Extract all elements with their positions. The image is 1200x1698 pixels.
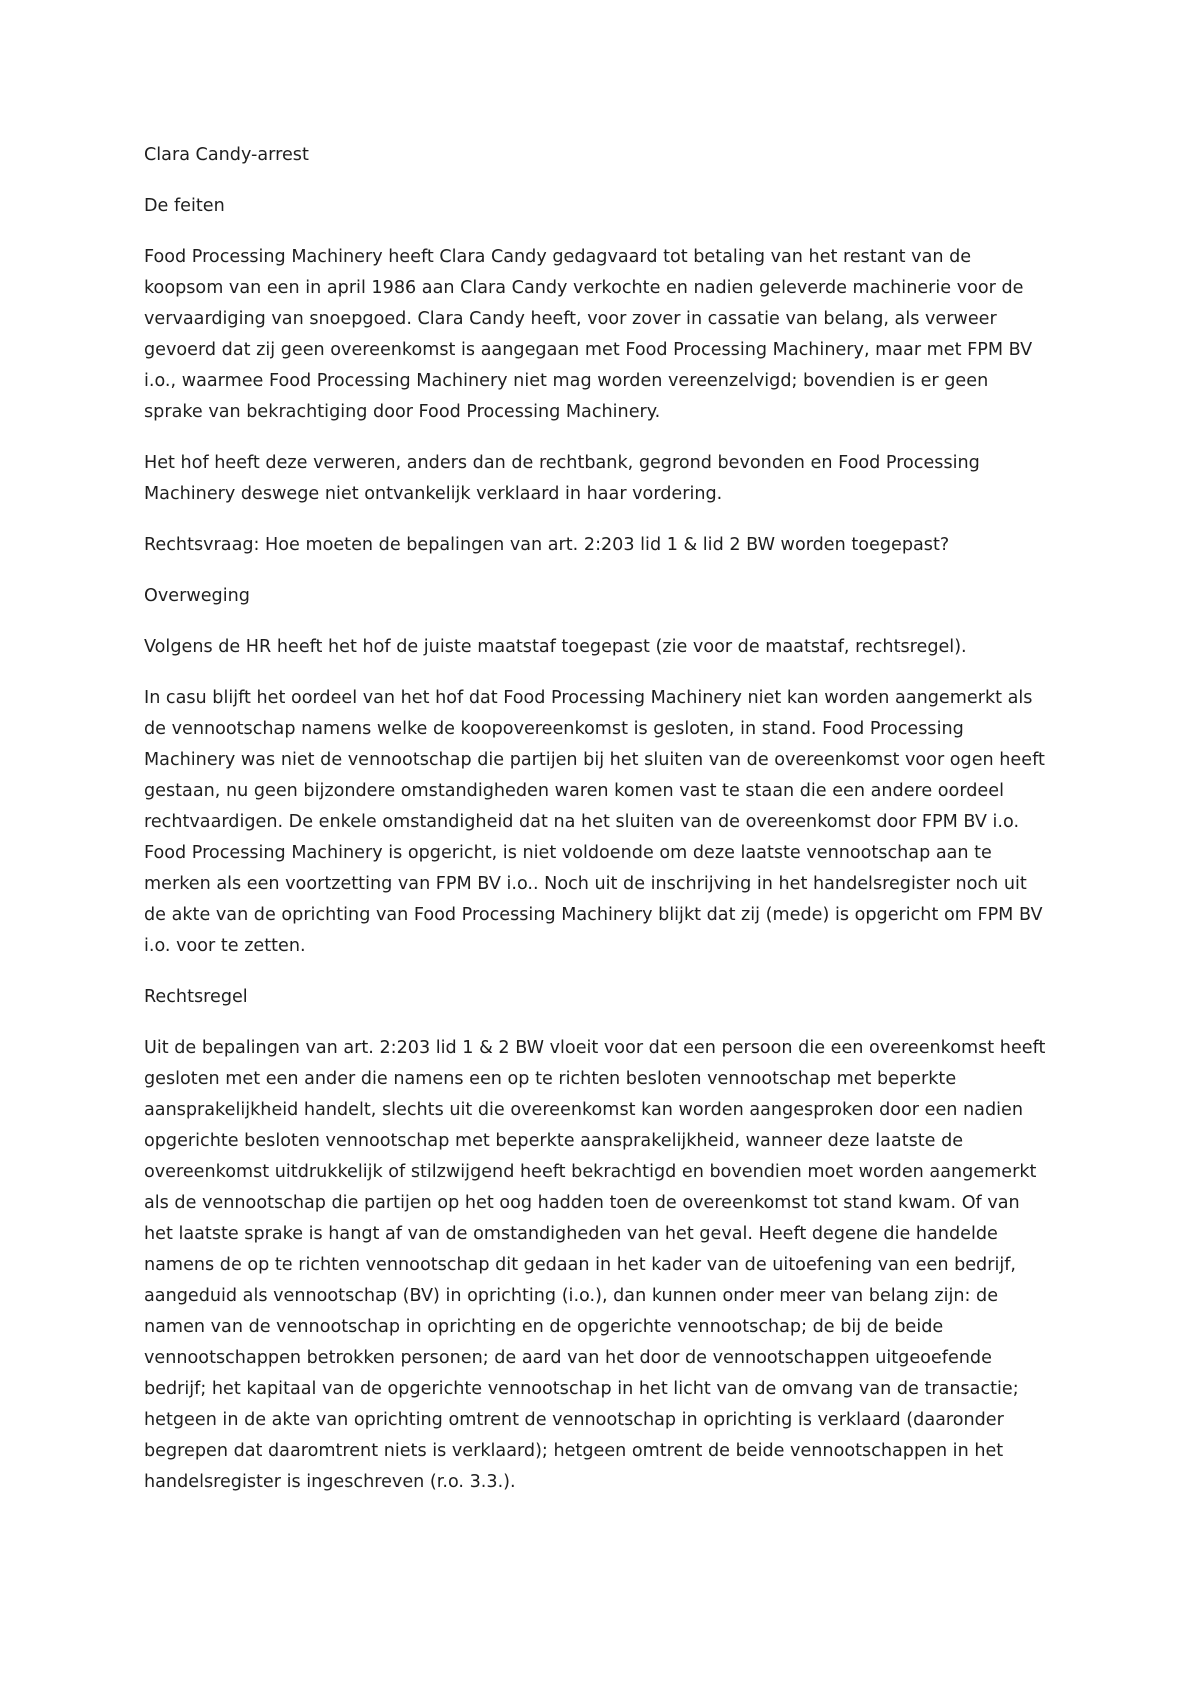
paragraph-feiten-1: Food Processing Machinery heeft Clara Candy gedagvaard tot betaling van het restant van de koopsom van een in april 1986 aan Clara Candy verkochte en nadien geleverde machinerie voor de vervaardiging van snoepgoed. Clara Candy heeft, voor zover in cassatie van belang, als verweer gevoerd dat zij geen overeenkomst is aangegaan met Food Processing Machinery, maar met FPM BV i.o., waarmee Food Processing Machinery niet mag worden vereenzelvigd; bovendien is er geen sprake van bekrachtiging door Food Processing Machinery. [144, 247, 1033, 422]
document-body [144, 140, 1049, 1518]
paragraph-rechtsvraag: Rechtsvraag: Hoe moeten de bepalingen van art. 2:203 lid 1 & lid 2 BW worden toegepast? [144, 535, 950, 555]
paragraph-overweging-1: Volgens de HR heeft het hof de juiste maatstaf toegepast (zie voor de maatstaf, rechtsregel). [144, 637, 967, 657]
paragraph-overweging-2: In casu blijft het oordeel van het hof dat Food Processing Machinery niet kan worden aangemerkt als de vennootschap namens welke de koopovereenkomst is gesloten, in stand. Food Processing Machinery was niet de vennootschap die partijen bij het sluiten van de overeenkomst voor ogen heeft gestaan, nu geen bijzondere omstandigheden waren komen vast te staan die een andere oordeel rechtvaardigen. De enkele omstandigheid dat na het sluiten van de overeenkomst door FPM BV i.o. Food Processing Machinery is opgericht, is niet voldoende om deze laatste vennootschap aan te merken als een voortzetting van FPM BV i.o.. Noch uit de inschrijving in het handelsregister noch uit de akte van de oprichting van Food Processing Machinery blijkt dat zij (mede) is opgericht om FPM BV i.o. voor te zetten. [144, 688, 1045, 956]
document-title: Clara Candy-arrest [144, 145, 309, 165]
paragraph-feiten-2: Het hof heeft deze verweren, anders dan de rechtbank, gegrond bevonden en Food Processing Machinery deswege niet ontvankelijk verklaard in haar vordering. [144, 453, 980, 504]
section-heading-feiten: De feiten [144, 196, 225, 216]
paragraph-rechtsregel-1: Uit de bepalingen van art. 2:203 lid 1 & 2 BW vloeit voor dat een persoon die een overeenkomst heeft gesloten met een ander die namens een op te richten besloten vennootschap met beperkte aansprakelijkheid handelt, slechts uit die overeenkomst kan worden aangesproken door een nadien opgerichte besloten vennootschap met beperkte aansprakelijkheid, wanneer deze laatste de overeenkomst uitdrukkelijk of stilzwijgend heeft bekrachtigd en bovendien moet worden aangemerkt als de vennootschap die partijen op het oog hadden toen de overeenkomst tot stand kwam. Of van het laatste sprake is hangt af van de omstandigheden van het geval. Heeft degene die handelde namens de op te richten vennootschap dit gedaan in het kader van de uitoefening van een bedrijf, aangeduid als vennootschap (BV) in oprichting (i.o.), dan kunnen onder meer van belang zijn: de namen van de vennootschap in oprichting en de opgerichte vennootschap; de bij de beide vennootschappen betrokken personen; de aard van het door de vennootschappen uitgeoefende bedrijf; het kapitaal van de opgerichte vennootschap in het licht van de omvang van de transactie; hetgeen in de akte van oprichting omtrent de vennootschap in oprichting is verklaard (daaronder begrepen dat daaromtrent niets is verklaard); hetgeen omtrent de beide vennootschappen in het handelsregister is ingeschreven (r.o. 3.3.). [144, 1038, 1046, 1492]
section-heading-rechtsregel: Rechtsregel [144, 987, 248, 1007]
section-heading-overweging: Overweging [144, 586, 250, 606]
